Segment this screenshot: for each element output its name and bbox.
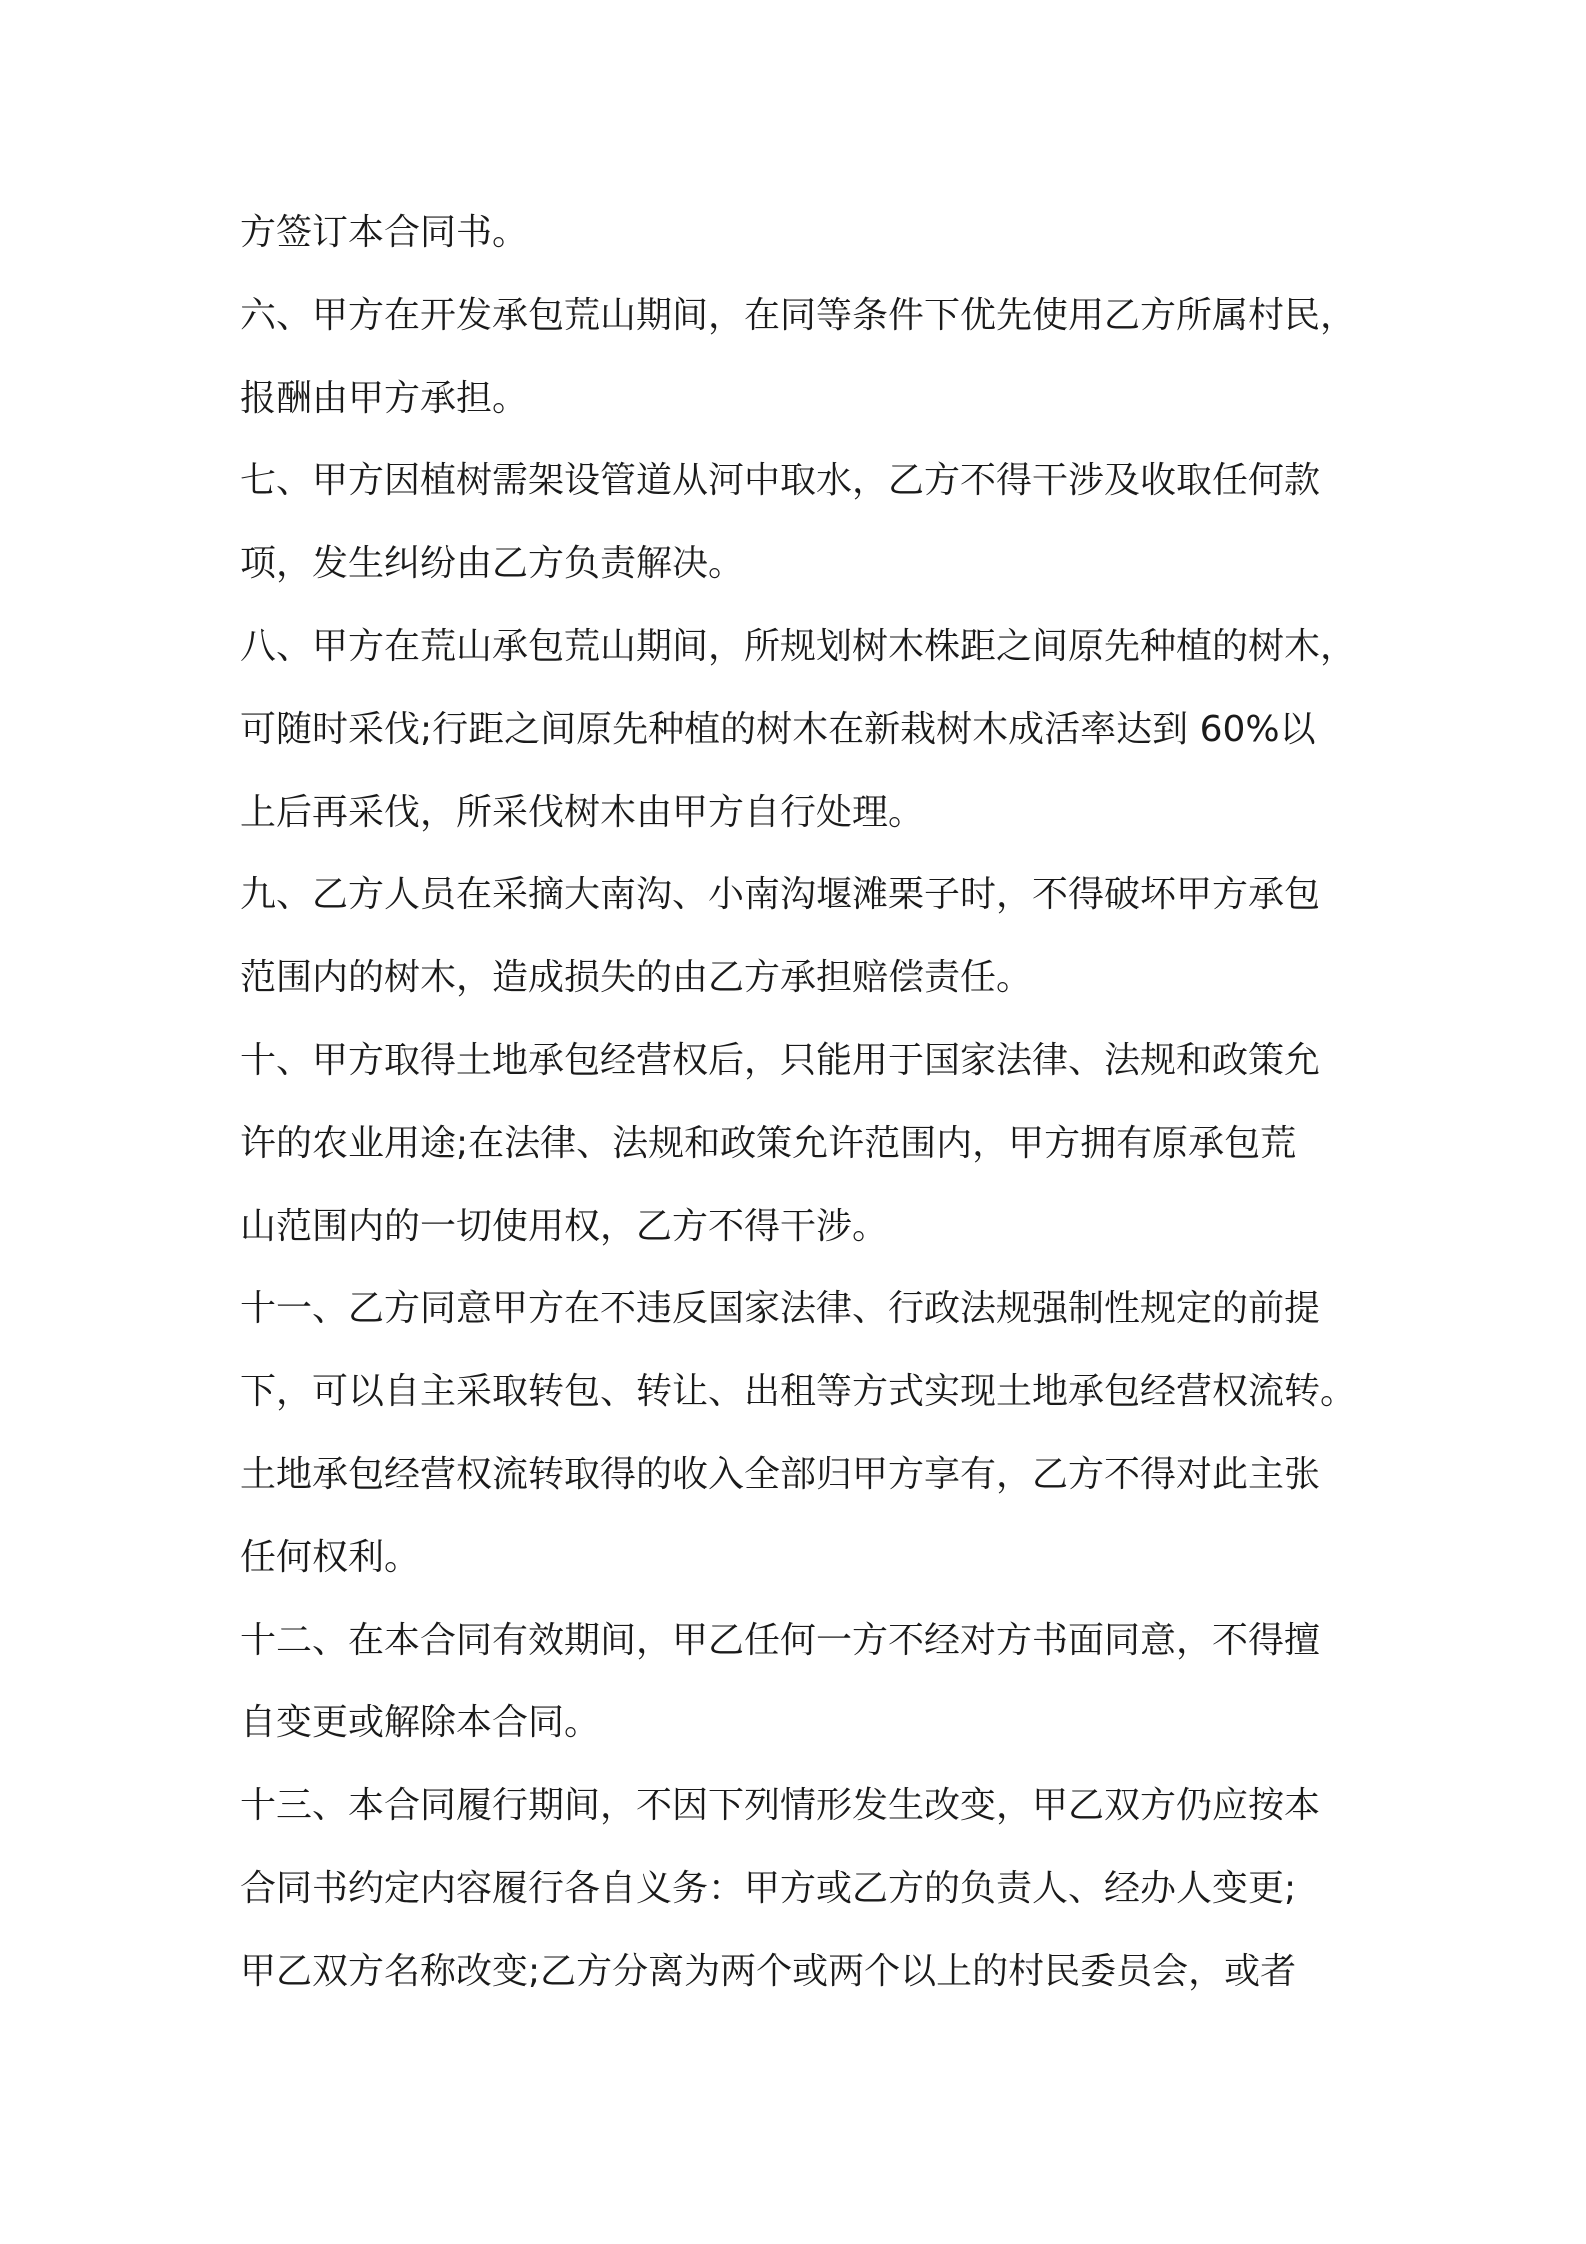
- text-line: 上后再采伐，所采伐树木由甲方自行处理。: [240, 791, 925, 833]
- text-line: 任何权利。: [240, 1536, 421, 1578]
- text-line: 范围内的树木，造成损失的由乙方承担赔偿责任。: [240, 957, 1033, 999]
- text-line: 可随时采伐;行距之间原先种植的树木在新栽树木成活率达到 60%以: [240, 708, 1316, 750]
- text-line: 土地承包经营权流转取得的收入全部归甲方享有，乙方不得对此主张: [240, 1453, 1321, 1495]
- text-line: 项，发生纠纷由乙方负责解决。: [240, 543, 745, 585]
- text-line: 许的农业用途;在法律、法规和政策允许范围内，甲方拥有原承包荒: [240, 1122, 1297, 1164]
- text-line: 六、甲方在开发承包荒山期间，在同等条件下优先使用乙方所属村民，: [240, 294, 1357, 336]
- text-line: 合同书约定内容履行各自义务：甲方或乙方的负责人、经办人变更;: [240, 1867, 1297, 1909]
- text-line: 下，可以自主采取转包、转让、出租等方式实现土地承包经营权流转。: [240, 1371, 1357, 1413]
- text-line: 山范围内的一切使用权，乙方不得干涉。: [240, 1205, 889, 1247]
- contract-body-text: [240, 192, 1360, 2014]
- text-line: 十三、本合同履行期间，不因下列情形发生改变，甲乙双方仍应按本: [240, 1785, 1321, 1827]
- text-line: 十二、在本合同有效期间，甲乙任何一方不经对方书面同意，不得擅: [240, 1619, 1321, 1661]
- text-line: 九、乙方人员在采摘大南沟、小南沟堰滩栗子时，不得破坏甲方承包: [240, 874, 1321, 916]
- text-line: 报酬由甲方承担。: [240, 377, 529, 419]
- text-line: 八、甲方在荒山承包荒山期间，所规划树木株距之间原先种植的树木，: [240, 625, 1357, 667]
- text-line: 方签订本合同书。: [240, 212, 529, 253]
- text-line: 十一、乙方同意甲方在不违反国家法律、行政法规强制性规定的前提: [240, 1288, 1321, 1330]
- text-line: 七、甲方因植树需架设管道从河中取水，乙方不得干涉及收取任何款: [240, 460, 1321, 502]
- text-line: 十、甲方取得土地承包经营权后，只能用于国家法律、法规和政策允: [240, 1039, 1321, 1081]
- text-line: 甲乙双方名称改变;乙方分离为两个或两个以上的村民委员会，或者: [240, 1950, 1297, 1992]
- text-line: 自变更或解除本合同。: [240, 1702, 601, 1744]
